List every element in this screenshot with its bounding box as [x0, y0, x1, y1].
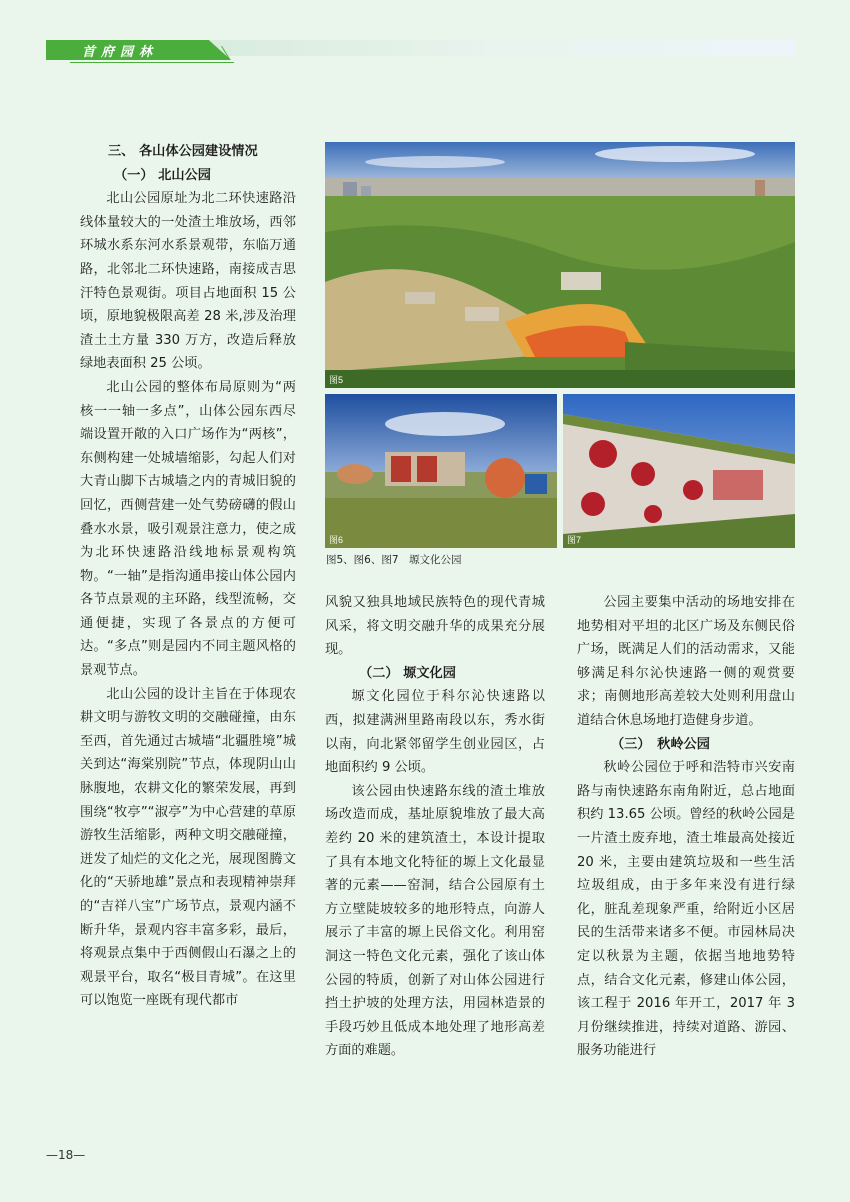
column-2 — [325, 591, 545, 1063]
photo-fig5-image — [325, 142, 795, 388]
photo-fig6 — [325, 394, 557, 548]
photo-fig7 — [563, 394, 795, 548]
paragraph: 北山公园的设计主旨在于体现农耕文明与游牧文明的交融碰撞，由东至西，首先通过古城墙“北疆胜境”城关到达“海棠别院”节点，体现阴山山脉腹地，农耕文化的繁荣发展，再到围绕“牧亭”“淑亭”为中心营建的草原游牧生活缩影，两种文明交融碰撞，迸发了灿烂的文化之光，展现图腾文化的“天骄地雄”景点和表现精神崇拜的“吉祥八宝”广场节点，景观内涵不断升华，景观内容丰富多彩，最后，将观景点集中于西侧假山石瀑之上的观景平台，取名“极目青城”。在这里可以饱览一座既有现代都市 — [80, 686, 296, 1009]
paragraph: 秋岭公园位于呼和浩特市兴安南路与南快速路东南角附近，总占地面积约 13.65 公顷。曾经的秋岭公园是一片渣土废弃地，渣土堆最高处接近 20 米，主要由建筑垃圾和一些生活垃圾组成，由于多年来没有进行绿化，脏乱差现象严重，给附近小区居民的生活带来诸多不便。市园林局决定以秋景为主题，依据当地地势特点，结合文化元素，修建山体公园，该工程于 2016 年开工，2017 年 3 月份继续推进，持续对道路、游园、服务功能进行 — [577, 760, 795, 1059]
page-number: —18— — [46, 1148, 86, 1162]
section-title: 三、 各山体公园建设情况 — [108, 144, 258, 159]
paragraph: 塬文化园位于科尔沁快速路以西，拟建满洲里路南段以东，秀水街以南，向北紧邻留学生创业园区，占地面积约 9 公顷。 — [325, 689, 545, 776]
figure-label-6: 图6 — [329, 535, 344, 545]
paragraph: 北山公园原址为北二环快速路沿线体量较大的一处渣土堆放场，西邻环城水系东河水系景观带，东临万通路，北邻北二环快速路，南接成吉思汗特色景观街。项目占地面积 15 公顷，原地貌极限高差 28 米,涉及治理渣土土方量 330 万方，改造后释放绿地表面积 25 公顷。 — [80, 191, 296, 372]
paragraph: 北山公园的整体布局原则为“两核一一轴一多点”，山体公园东西尽端设置开敞的入口广场作为“两核”，东侧构建一处城墙缩影，勾起人们对大青山脚下古城墙之内的青城旧貌的回忆，西侧营建一处气势磅礴的假山叠水水景，吸引观景注意力，使之成为北环快速路沿线地标景观构筑物。“一轴”是指沟通串接山体公园内各节点景观的主环路，线型流畅，交通便捷，实现了各景点的方便可达。“多点”则是园内不同主题风格的景观节点。 — [80, 379, 296, 679]
figure-label-7: 图7 — [567, 535, 582, 545]
photo-fig7-image — [563, 394, 795, 548]
subsection-title-yuan: （二） 塬文化园 — [359, 665, 456, 681]
photo-fig6-image — [325, 394, 557, 548]
header-underline — [70, 62, 234, 63]
paragraph: 公园主要集中活动的场地安排在地势相对平坦的北区广场及东侧民俗广场，既满足人们的活动需求，又能够满足科尔沁快速路一侧的观赏要求；南侧地形高差较大处则利用盘山道结合休息场地打造健身步道。 — [577, 595, 795, 728]
column-3 — [577, 591, 795, 1063]
figure-label-5: 图5 — [329, 375, 344, 385]
column-1 — [80, 140, 296, 1013]
photo-fig5 — [325, 142, 795, 388]
subsection-title-qiuling: （三） 秋岭公园 — [611, 736, 710, 752]
paragraph: 该公园由快速路东线的渣土堆放场改造而成，基址原貌堆放了最大高差约 20 米的建筑渣土，本设计提取了具有本地文化特征的塬上文化最显著的元素——窑洞，结合公园原有土方立壁陡坡较多的地形特点，向游人展示了丰富的塬上民俗文化。利用窑洞这一特色文化元素，强化了该山体公园的特质，创新了对山体公园进行挡土护坡的处理方法，用园林造景的手段巧妙且低成本地处理了地形高差方面的难题。 — [325, 783, 545, 1059]
subsection-title-beishan: （一） 北山公园 — [114, 167, 211, 183]
figure-caption: 图5、图6、图7 塬文化公园 — [326, 554, 462, 566]
header-title: 首府园林 — [82, 45, 159, 60]
paragraph-continued: 风貌又独具地域民族特色的现代青城风采，将文明交融升华的成果充分展现。 — [325, 595, 545, 658]
